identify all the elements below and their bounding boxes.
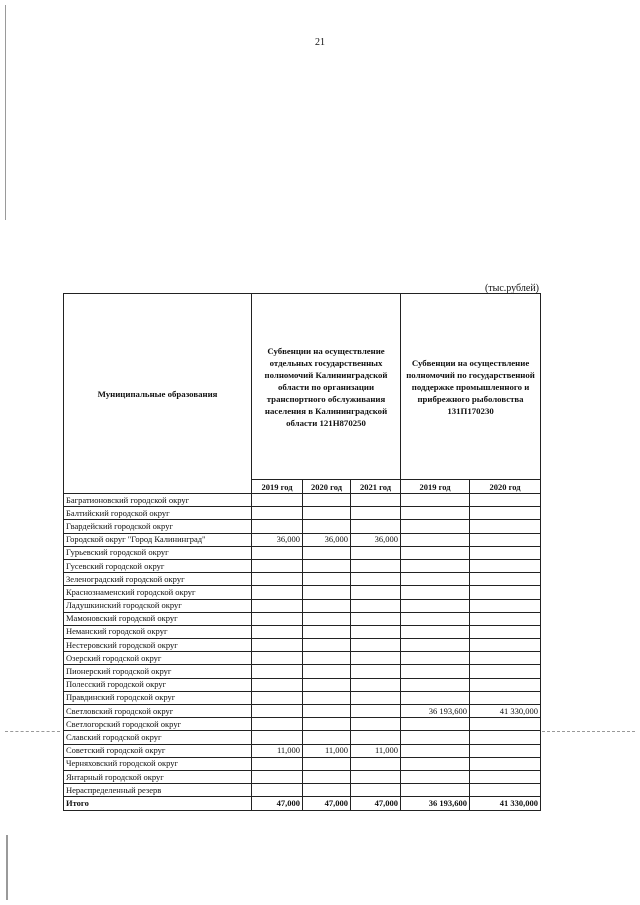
table-row [64,652,541,665]
table-row [64,573,541,586]
value-cell [351,705,401,718]
value-cell [303,599,351,612]
value-cell [252,639,303,652]
value-cell [351,559,401,572]
value-cell [470,639,541,652]
year-header: 2019 год [401,480,470,494]
value-cell [470,678,541,691]
value-cell [401,625,470,638]
table-row [64,639,541,652]
value-cell [303,507,351,520]
value-cell [252,718,303,731]
value-cell: 41 330,000 [470,797,541,810]
scan-fold-line-right [542,731,635,732]
municipality-name: Озерский городской округ [64,652,252,665]
table-row [64,625,541,638]
municipality-name: Ладушкинский городской округ [64,599,252,612]
value-cell [252,731,303,744]
table-row [64,770,541,783]
value-cell [470,599,541,612]
municipality-name: Гурьевский городской округ [64,546,252,559]
table-row [64,784,541,797]
value-cell [351,586,401,599]
value-cell [252,612,303,625]
header-fishery-subvention: Субвенции на осуществление полномочий по государственной поддержке промышленного и прибрежного рыболовства 131П170230 [401,294,541,480]
value-cell [351,546,401,559]
value-cell: 41 330,000 [470,705,541,718]
value-cell [252,507,303,520]
municipality-name: Мамоновский городской округ [64,612,252,625]
value-cell [303,520,351,533]
year-header: 2021 год [351,480,401,494]
value-cell [470,665,541,678]
value-cell [470,770,541,783]
value-cell: 47,000 [252,797,303,810]
value-cell [401,652,470,665]
value-cell: 11,000 [351,744,401,757]
value-cell [401,757,470,770]
municipality-name: Правдинский городской округ [64,691,252,704]
table-row [64,665,541,678]
year-header: 2019 год [252,480,303,494]
value-cell [303,586,351,599]
municipality-name: Городской округ "Город Калининград" [64,533,252,546]
value-cell [470,731,541,744]
value-cell [401,639,470,652]
table-row [64,559,541,572]
table-row [64,718,541,731]
municipality-name: Полесский городской округ [64,678,252,691]
value-cell [252,625,303,638]
value-cell [470,757,541,770]
value-cell: 47,000 [303,797,351,810]
value-cell [470,625,541,638]
value-cell [303,494,351,507]
value-cell [401,507,470,520]
municipality-name: Черняховский городской округ [64,757,252,770]
table-row [64,507,541,520]
value-cell [351,520,401,533]
header-transport-subvention: Субвенции на осуществление отдельных государственных полномочий Калининградской области по организации транспортного обслуживания населения в Калининградской области 121Н870250 [252,294,401,480]
municipality-name: Балтийский городской округ [64,507,252,520]
value-cell [252,599,303,612]
value-cell: 36,000 [303,533,351,546]
value-cell [303,612,351,625]
municipality-name: Светлогорский городской округ [64,718,252,731]
value-cell [303,639,351,652]
municipality-name: Гусевский городской округ [64,559,252,572]
table-row [64,744,541,757]
value-cell [351,678,401,691]
value-cell: 11,000 [303,744,351,757]
value-cell [351,573,401,586]
value-cell [252,770,303,783]
value-cell [470,652,541,665]
value-cell [252,678,303,691]
value-cell [401,533,470,546]
value-cell [303,731,351,744]
value-cell [303,625,351,638]
value-cell [470,586,541,599]
municipality-name: Светловский городской округ [64,705,252,718]
value-cell: 36 193,600 [401,797,470,810]
value-cell [351,718,401,731]
value-cell [401,599,470,612]
value-cell: 36,000 [351,533,401,546]
value-cell [401,784,470,797]
value-cell [351,639,401,652]
table-row [64,533,541,546]
value-cell [252,520,303,533]
value-cell [401,546,470,559]
value-cell [252,784,303,797]
table-row [64,731,541,744]
value-cell [401,731,470,744]
value-cell [303,665,351,678]
value-cell [401,573,470,586]
value-cell [401,520,470,533]
value-cell [252,573,303,586]
value-cell [470,718,541,731]
value-cell [470,573,541,586]
value-cell [252,586,303,599]
value-cell: 36,000 [252,533,303,546]
municipality-name: Неманский городской округ [64,625,252,638]
value-cell [351,691,401,704]
value-cell: 47,000 [351,797,401,810]
value-cell [401,559,470,572]
value-cell [351,625,401,638]
value-cell [401,718,470,731]
municipality-name: Пионерский городской округ [64,665,252,678]
scan-edge-mark-bottom [6,835,8,900]
municipality-name: Славский городской округ [64,731,252,744]
scan-fold-line-left [5,731,60,732]
value-cell [303,770,351,783]
value-cell [470,494,541,507]
value-cell [351,770,401,783]
municipality-name: Зеленоградский городской округ [64,573,252,586]
value-cell [303,705,351,718]
table-row [64,678,541,691]
total-row [64,797,541,810]
value-cell [303,678,351,691]
value-cell [401,678,470,691]
table-row [64,757,541,770]
value-cell [351,731,401,744]
municipality-name: Янтарный городской округ [64,770,252,783]
table-row [64,612,541,625]
value-cell [470,546,541,559]
value-cell [351,757,401,770]
value-cell [470,520,541,533]
value-cell [401,744,470,757]
table-row [64,599,541,612]
value-cell [252,546,303,559]
value-cell [470,533,541,546]
value-cell [303,691,351,704]
value-cell [303,784,351,797]
value-cell [351,494,401,507]
year-header: 2020 год [470,480,541,494]
municipality-name: Гвардейский городской округ [64,520,252,533]
value-cell [401,612,470,625]
value-cell [252,652,303,665]
value-cell [303,573,351,586]
value-cell [303,757,351,770]
municipality-name: Советский городской округ [64,744,252,757]
value-cell [401,770,470,783]
value-cell [470,744,541,757]
value-cell [252,494,303,507]
value-cell [401,586,470,599]
value-cell [252,665,303,678]
value-cell [351,652,401,665]
municipality-name: Нераспределенный резерв [64,784,252,797]
value-cell [303,652,351,665]
value-cell [401,665,470,678]
value-cell [252,757,303,770]
municipality-name: Краснознаменский городской округ [64,586,252,599]
value-cell [303,546,351,559]
units-label: (тыс.рублей) [484,283,539,294]
value-cell [252,705,303,718]
value-cell [470,507,541,520]
total-label: Итого [64,797,252,810]
year-header: 2020 год [303,480,351,494]
page-number: 21 [315,37,325,48]
value-cell [351,784,401,797]
value-cell [401,494,470,507]
municipality-name: Нестеровский городской округ [64,639,252,652]
value-cell [303,718,351,731]
value-cell [470,784,541,797]
value-cell: 11,000 [252,744,303,757]
table-row [64,691,541,704]
table-row [64,494,541,507]
value-cell: 36 193,600 [401,705,470,718]
value-cell [252,559,303,572]
header-municipality: Муниципальные образования [64,294,252,494]
value-cell [303,559,351,572]
value-cell [470,691,541,704]
table-row [64,546,541,559]
subventions-table [63,293,541,811]
table-row [64,520,541,533]
value-cell [351,507,401,520]
table-body [64,494,541,811]
table-row [64,586,541,599]
value-cell [401,691,470,704]
value-cell [351,665,401,678]
municipality-name: Багратионовский городской округ [64,494,252,507]
table-row [64,705,541,718]
value-cell [351,612,401,625]
value-cell [351,599,401,612]
value-cell [470,559,541,572]
value-cell [470,612,541,625]
value-cell [252,691,303,704]
